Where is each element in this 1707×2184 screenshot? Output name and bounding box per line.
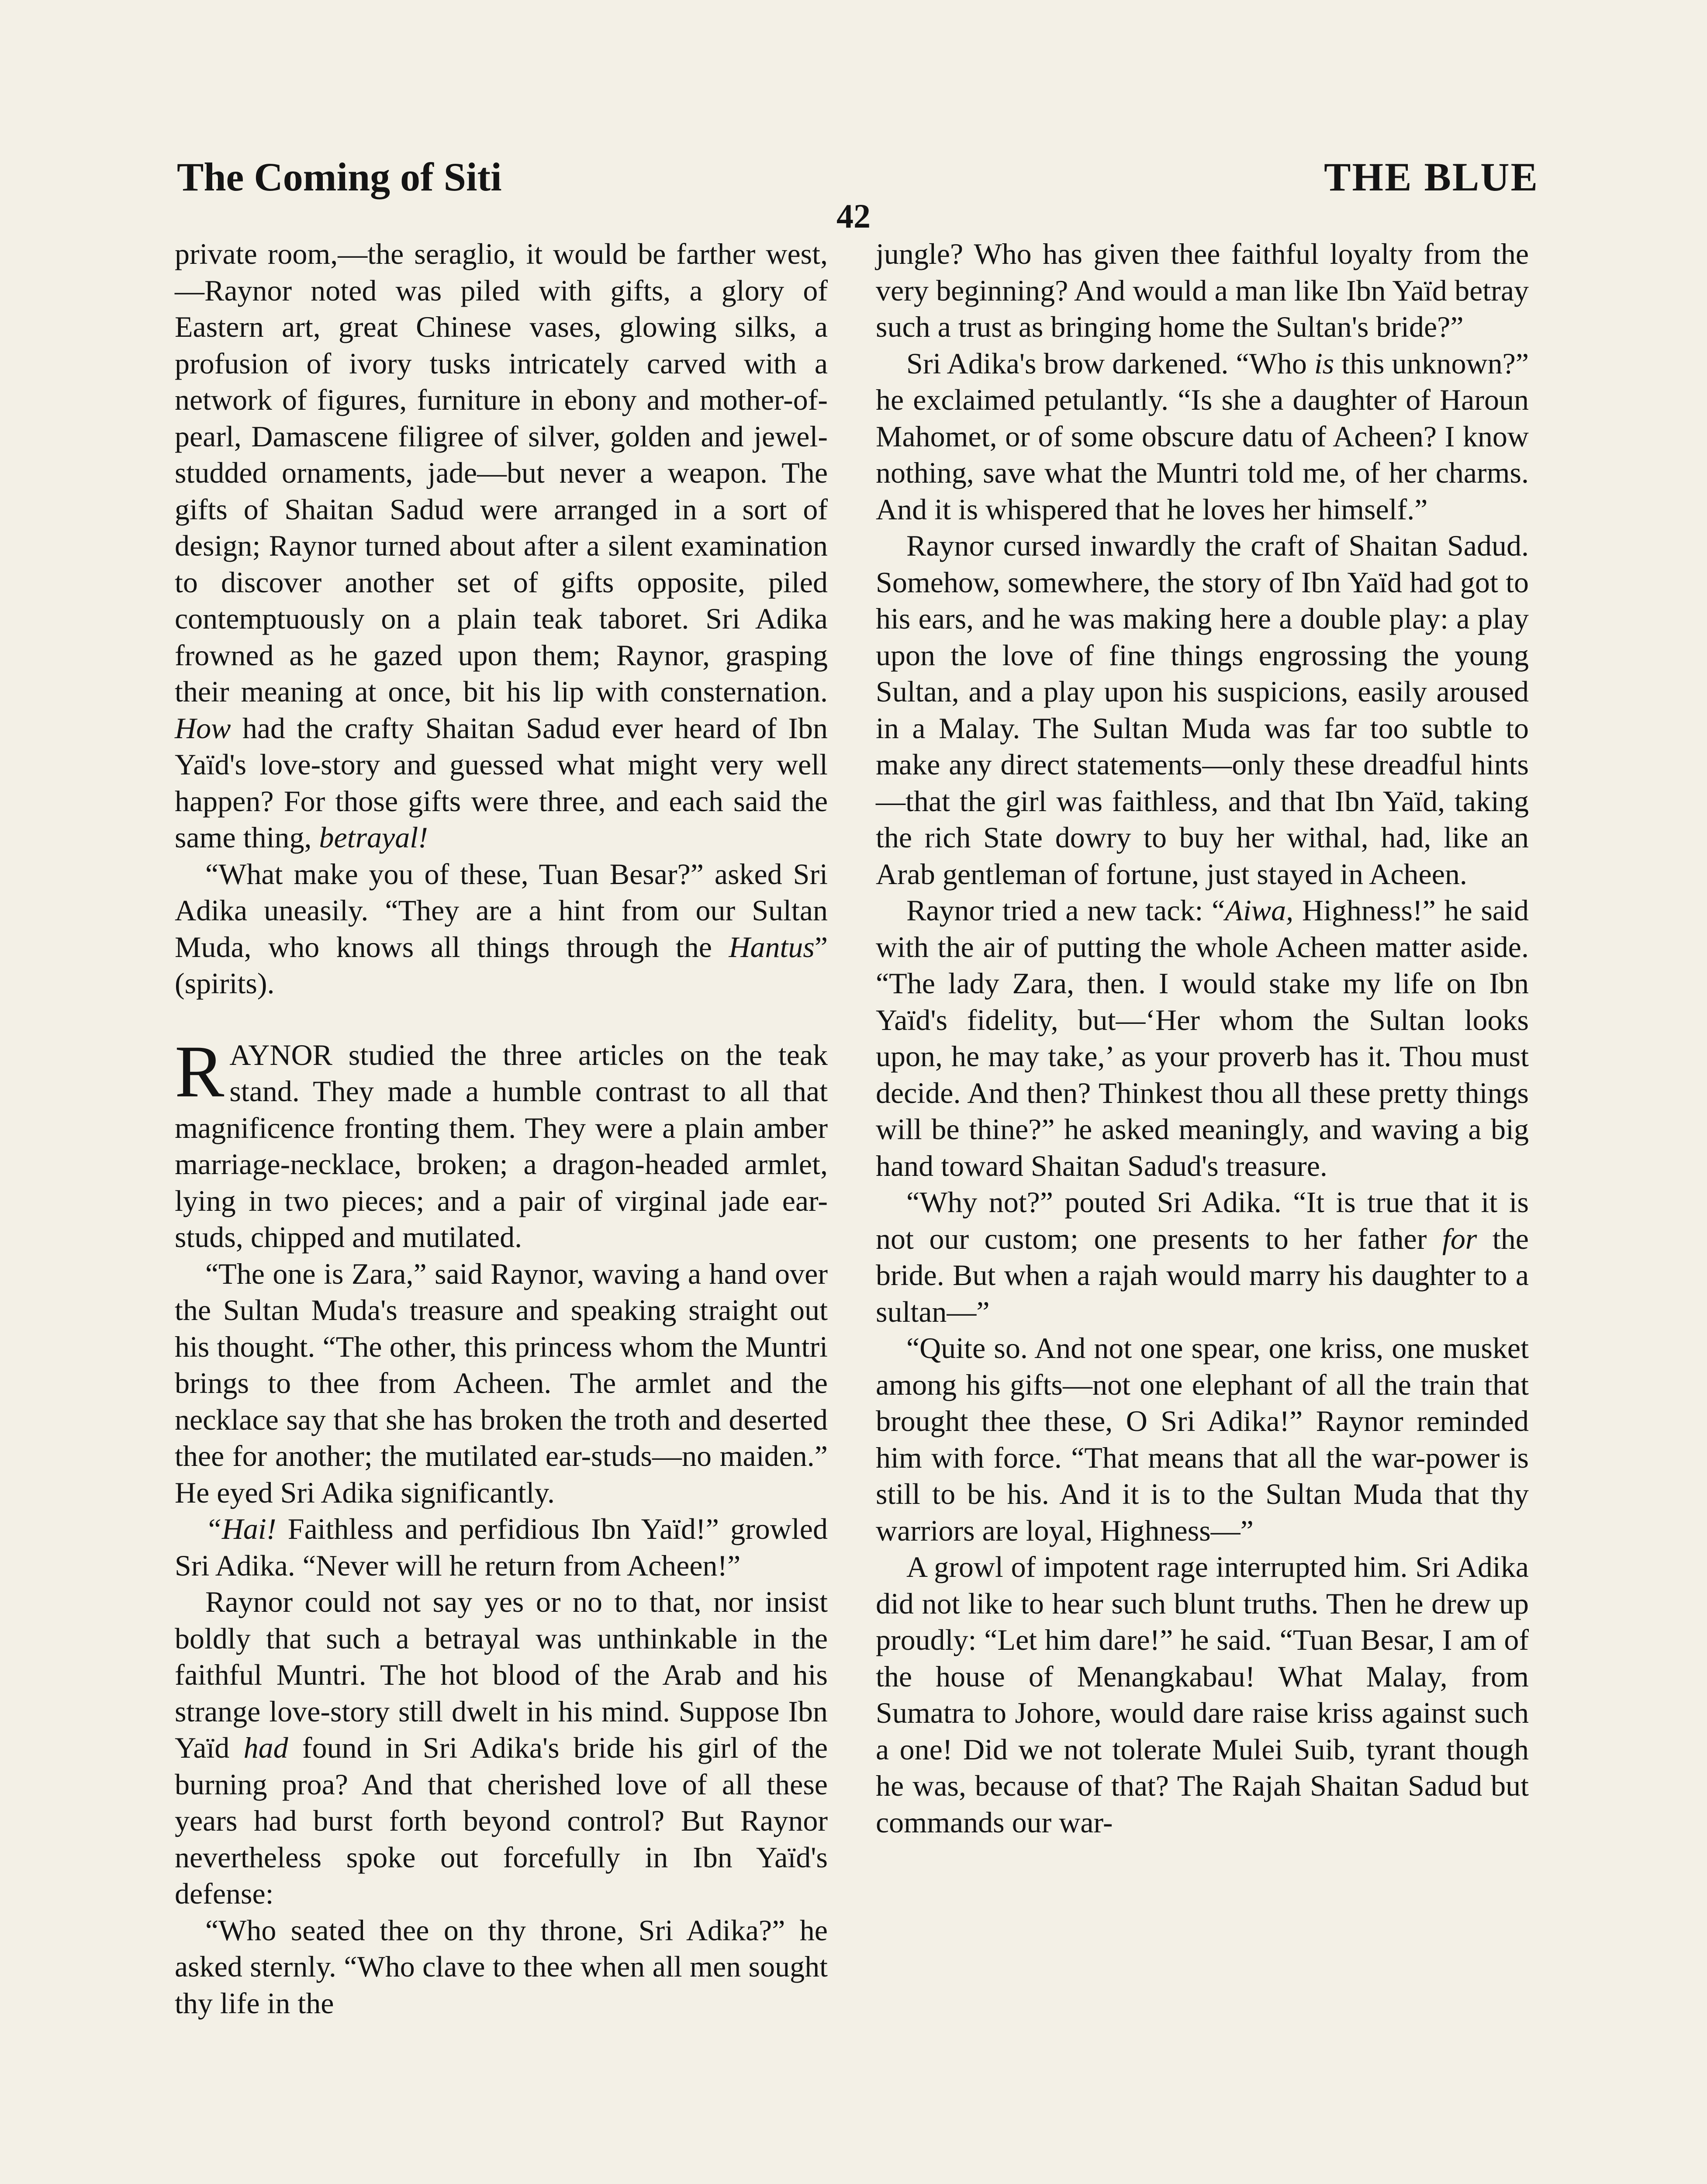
italic-text: Hantus (729, 930, 815, 964)
paragraph (876, 1184, 1529, 1330)
text-run: found in Sri Adika's bride his girl of the burning proa? And that cherished love of all these years had burst forth beyond control? But Raynor nevertheless spoke out forcefully in Ibn Yaïd's defense: (175, 1731, 828, 1910)
story-title: The Coming of Siti (177, 155, 502, 199)
text-run: “Quite so. And not one spear, one kriss, one musket among his gifts—not one elephant of all the train that brought thee these, O Sri Adika!” Raynor reminded him with force. “That means that all the war-power is still to be his. And it is to the Sultan Muda that thy warriors are loyal, Highness—” (876, 1331, 1529, 1547)
italic-text: is (1314, 346, 1334, 380)
paragraph (876, 1330, 1529, 1549)
paragraph (175, 1030, 828, 1256)
text-run: Raynor tried a new tack: “ (906, 894, 1225, 927)
paragraph (175, 1584, 828, 1912)
paragraph (175, 1256, 828, 1511)
text-run: Highness!” he said with the air of putting the whole Acheen matter aside. “The lady Zara, then. I would stake my life on Ibn Yaïd's fidelity, but—‘Her whom the Sultan looks upon, he may take,’ as your proverb has it. Thou must decide. And then? Thinkest thou all these pretty things will be thine?” he asked meaningly, and waving a big hand toward Shaitan Sadud's treasure. (876, 894, 1529, 1182)
paragraph (876, 236, 1529, 346)
italic-text: How (175, 711, 231, 745)
page-number: 42 (836, 197, 871, 235)
text-run: A growl of impotent rage interrupted him. Sri Adika did not like to hear such blunt truths. Then he drew up proudly: “Let him dare!” he said. “Tuan Besar, I am of the house of Menangkabau! What Malay, from Sumatra to Johore, would dare raise kriss against such a one! Did we not tolerate Mulei Suib, tyrant though he was, because of that? The Rajah Shaitan Sadud but commands our war- (876, 1550, 1529, 1839)
text-run: Sri Adika's brow darkened. “Who (906, 346, 1314, 380)
text-run: “What make you of these, Tuan Besar?” asked Sri Adika uneasily. “They are a hint from our Sultan Muda, who knows all things through the (175, 857, 828, 964)
italic-text: for (1442, 1222, 1477, 1255)
text-run: jungle? Who has given thee faithful loyalty from the very beginning? And would a man like Ibn Yaïd betray such a trust as bringing home the Sultan's bride?” (876, 237, 1529, 343)
paragraph (876, 528, 1529, 892)
text-run: AYNOR studied the three articles on the teak stand. They made a humble contrast to all that magnificence fronting them. They were a plain amber marriage-necklace, broken; a dragon-headed armlet, lying in two pieces; and a pair of virginal jade ear-studs, chipped and mutilated. (175, 1038, 828, 1254)
paragraph (876, 892, 1529, 1184)
text-run: Raynor cursed inwardly the craft of Shaitan Sadud. Somehow, somewhere, the story of Ibn Yaïd had got to his ears, and he was making here a double play: a play upon the love of fine things engrossing the young Sultan, and a play upon his suspicions, easily aroused in a Malay. The Sultan Muda was far too subtle to make any direct statements—only these dreadful hints—that the girl was faithless, and that Ibn Yaïd, taking the rich State dowry to buy her withal, had, like an Arab gentleman of fortune, just stayed in Acheen. (876, 529, 1529, 891)
text-run: private room,—the seraglio, it would be farther west,—Raynor noted was piled with gifts, a glory of Eastern art, great Chinese vases, glowing silks, a profusion of ivory tusks intricately carved with a network of figures, furniture in ebony and mother-of-pearl, Damascene filigree of silver, golden and jewel-studded ornaments, jade—but never a weapon. The gifts of Shaitan Sadud were arranged in a sort of design; Raynor turned about after a silent examination to discover another set of gifts opposite, piled contemptuously on a plain teak taboret. Sri Adika frowned as he gazed upon them; Raynor, grasping their meaning at once, bit his lip with consternation. (175, 237, 828, 708)
paragraph (175, 1511, 828, 1584)
right-column (876, 236, 1529, 1841)
text-run: had the crafty Shaitan Sadud ever heard of Ibn Yaïd's love-story and guessed what might very well happen? For those gifts were three, and each said the same thing, (175, 711, 828, 854)
italic-text: “Hai! (205, 1512, 276, 1545)
text-run: “The one is Zara,” said Raynor, waving a hand over the Sultan Muda's treasure and speaking straight out his thought. “The other, this princess whom the Muntri brings to thee from Acheen. The armlet and the necklace say that she has broken the troth and deserted thee for another; the mutilated ear-studs—no maiden.” He eyed Sri Adika significantly. (175, 1257, 828, 1509)
text-run: “Who seated thee on thy throne, Sri Adika?” he asked sternly. “Who clave to thee when all men sought thy life in the (175, 1913, 828, 2020)
italic-text: betrayal! (319, 821, 428, 854)
paragraph (175, 236, 828, 856)
left-column (175, 236, 828, 2022)
text-run: Faithless and perfidious Ibn Yaïd!” growled Sri Adika. “Never will he return from Acheen!” (175, 1512, 828, 1582)
text-run: this unknown?” he exclaimed petulantly. “Is she a daughter of Haroun Mahomet, or of some obscure datu of Acheen? I know nothing, save what the Muntri told me, of her charms. And it is whispered that he loves her himself.” (876, 346, 1529, 526)
italic-text: had (243, 1731, 288, 1764)
italic-text: Aiwa, (1225, 894, 1294, 927)
paragraph (876, 1549, 1529, 1841)
paragraph (876, 346, 1529, 528)
drop-cap: R (175, 1030, 225, 1113)
paragraph (175, 1912, 828, 2022)
paragraph (175, 856, 828, 1002)
text-run: the bride. But when a rajah would marry his daughter to a sultan—” (876, 1222, 1529, 1328)
text-run: Raynor could not say yes or no to that, nor insist boldly that such a betrayal was unthinkable in the faithful Muntri. The hot blood of the Arab and his strange love-story still dwelt in his mind. Suppose Ibn Yaïd (175, 1585, 828, 1764)
magazine-title: THE BLUE (1324, 155, 1539, 199)
text-run: ” (spirits). (175, 930, 828, 1000)
text-run: “Why not?” pouted Sri Adika. “It is true that it is not our custom; one presents to her father (876, 1185, 1529, 1255)
